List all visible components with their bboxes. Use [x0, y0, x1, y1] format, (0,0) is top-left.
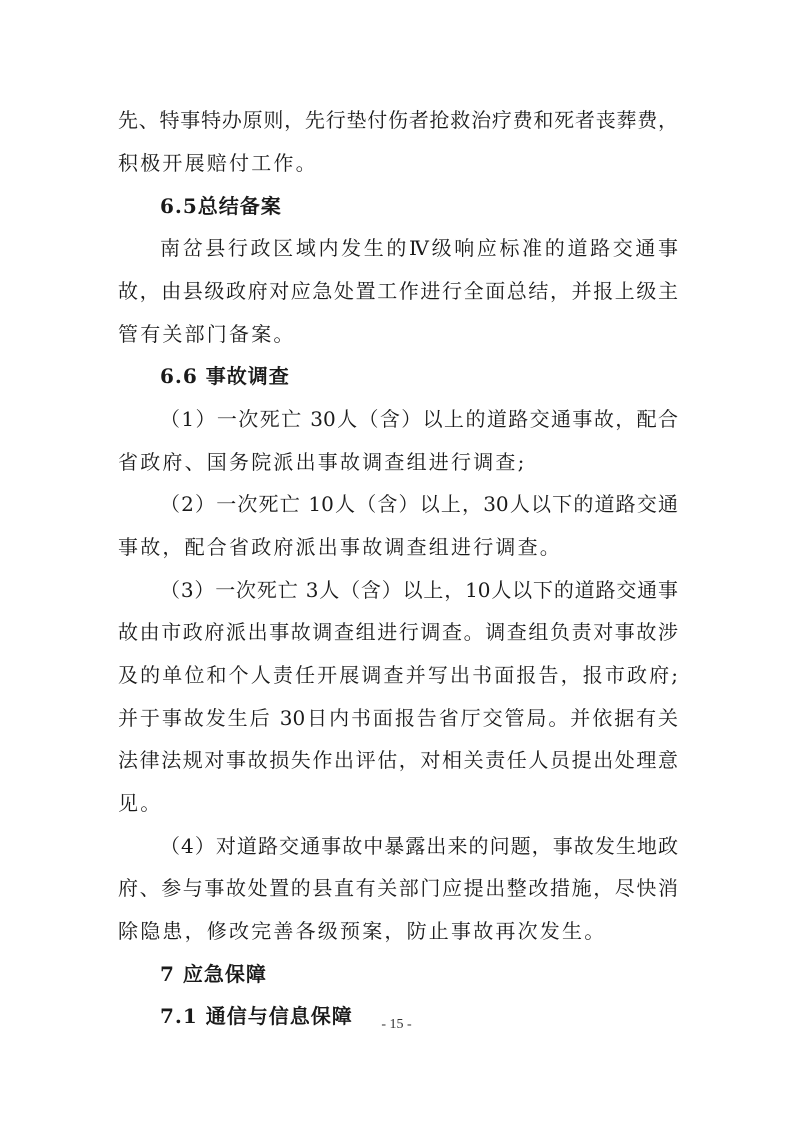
body-text-line: （1）一次死亡 30人（含）以上的道路交通事故，配合 [160, 407, 678, 431]
body-text-line: （2）一次死亡 10人（含）以上，30人以下的道路交通 [160, 492, 678, 516]
body-text-line: 先、特事特办原则，先行垫付伤者抢救治疗费和死者丧葬费， [118, 108, 678, 132]
section-heading-6-5: 6.5总结备案 [160, 194, 282, 218]
body-text-line: 南岔县行政区域内发生的Ⅳ级响应标准的道路交通事 [160, 236, 678, 260]
body-text-line: 府、参与事故处置的县直有关部门应提出整改措施，尽快消 [118, 876, 678, 900]
body-text-line: 积极开展赔付工作。 [118, 151, 318, 175]
section-heading-6-6: 6.6 事故调查 [160, 364, 290, 388]
body-text-line: 事故，配合省政府派出事故调查组进行调查。 [118, 535, 562, 559]
section-heading-7-1: 7.1 通信与信息保障 [160, 1004, 353, 1028]
body-text-line: 故由市政府派出事故调查组进行调查。调查组负责对事故涉 [118, 620, 678, 644]
body-text-line: 及的单位和个人责任开展调查并写出书面报告，报市政府; [118, 663, 678, 687]
body-text-line: 除隐患，修改完善各级预案，防止事故再次发生。 [118, 919, 607, 943]
section-heading-7: 7 应急保障 [160, 962, 267, 986]
body-text-line: 省政府、国务院派出事故调查组进行调查; [118, 450, 527, 474]
body-text-line: 法律法规对事故损失作出评估，对相关责任人员提出处理意 [118, 748, 678, 772]
body-text-line: 并于事故发生后 30日内书面报告省厅交管局。并依据有关 [118, 706, 678, 730]
body-text-line: 管有关部门备案。 [118, 322, 296, 346]
body-text-line: 故，由县级政府对应急处置工作进行全面总结，并报上级主 [118, 279, 678, 303]
body-text-line: 见。 [118, 791, 163, 815]
body-text-line: （3）一次死亡 3人（含）以上，10人以下的道路交通事 [160, 578, 678, 602]
body-text-line: （4）对道路交通事故中暴露出来的问题，事故发生地政 [160, 834, 678, 858]
page-number: - 15 - [381, 1017, 412, 1032]
